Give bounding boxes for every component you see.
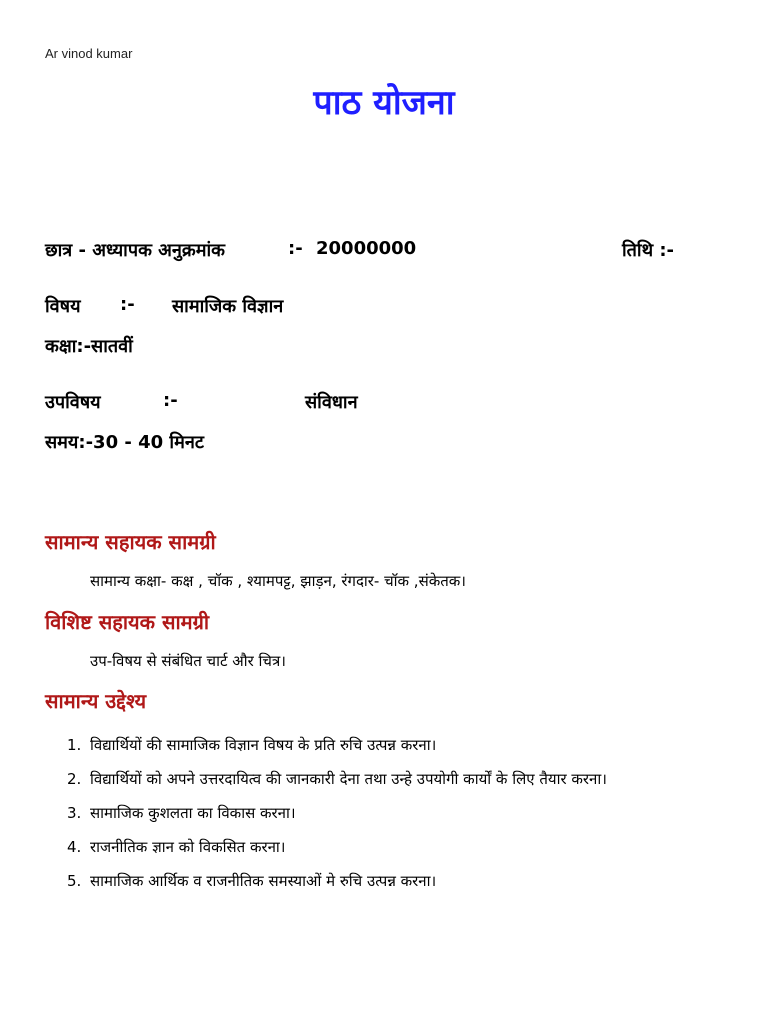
subtopic-separator: :- (163, 390, 178, 411)
subtopic-value: संविधान (305, 392, 358, 413)
page-title: पाठ योजना (313, 83, 455, 123)
list-item-text: सामाजिक आर्थिक व राजनीतिक समस्याओं मे रुचि उत्पन्न करना। (90, 872, 437, 890)
list-item (45, 864, 715, 898)
general-objectives-heading: सामान्य उद्देश्य (45, 689, 147, 713)
list-item (45, 796, 715, 830)
class-line: कक्षा:-सातवीं (45, 336, 133, 357)
list-item-number: 3. (67, 804, 82, 822)
roll-number-separator: :- (288, 238, 303, 259)
date-label: तिथि :- (622, 240, 675, 261)
list-item-number: 2. (67, 770, 82, 788)
list-item-number: 1. (67, 736, 82, 754)
subject-separator: :- (120, 294, 135, 315)
list-item (45, 728, 715, 762)
time-line: समय:-30 - 40 मिनट (45, 432, 204, 453)
list-item-text: विद्यार्थियों की सामाजिक विज्ञान विषय के प्रति रुचि उत्पन्न करना। (90, 736, 437, 754)
list-item-number: 5. (67, 872, 82, 890)
author-name: Ar vinod kumar (45, 46, 133, 61)
general-material-heading: सामान्य सहायक सामग्री (45, 530, 216, 554)
subject-label: विषय (45, 296, 81, 317)
subject-value: सामाजिक विज्ञान (172, 296, 284, 317)
objectives-list (45, 728, 715, 898)
roll-number-label: छात्र - अध्यापक अनुक्रमांक (45, 240, 225, 261)
list-item-number: 4. (67, 838, 82, 856)
list-item-text: सामाजिक कुशलता का विकास करना। (90, 804, 296, 822)
list-item (45, 762, 715, 796)
list-item (45, 830, 715, 864)
specific-material-text: उप-विषय से संबंधित चार्ट और चित्र। (90, 652, 286, 670)
roll-number-value: 20000000 (316, 238, 417, 259)
list-item-text: राजनीतिक ज्ञान को विकसित करना। (90, 838, 286, 856)
specific-material-heading: विशिष्ट सहायक सामग्री (45, 610, 210, 634)
list-item-text: विद्यार्थियों को अपने उत्तरदायित्व की जानकारी देना तथा उन्हे उपयोगी कार्यों के लिए तैयार करना। (90, 770, 607, 788)
general-material-text: सामान्य कक्षा- कक्ष , चॉक , श्यामपट्ट, झाड़न, रंगदार- चॉक ,संकेतक। (90, 572, 466, 590)
subtopic-label: उपविषय (45, 392, 101, 413)
